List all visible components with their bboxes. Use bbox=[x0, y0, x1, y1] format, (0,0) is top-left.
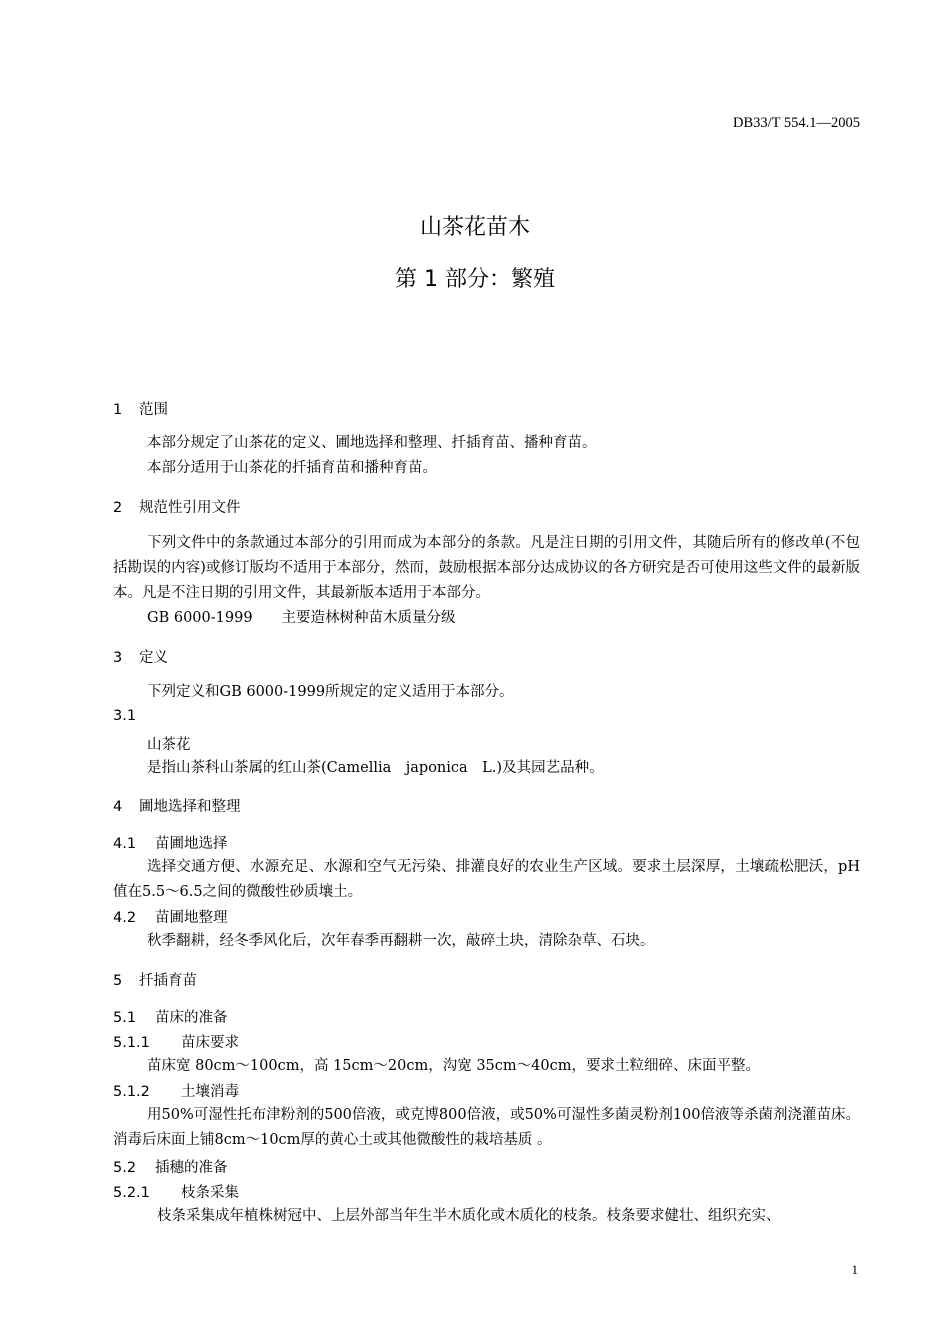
paragraph: 枝条采集成年植株树冠中、上层外部当年生半木质化或木质化的枝条。枝条要求健壮、组织充实、 bbox=[157, 1208, 781, 1224]
section-number: 3 bbox=[113, 650, 123, 666]
section-heading-1 bbox=[113, 398, 168, 419]
clause-number: 4.2 bbox=[113, 910, 137, 926]
section-number: 5 bbox=[113, 973, 123, 989]
clause-number: 5.2 bbox=[113, 1160, 137, 1176]
paragraph: 秋季翻耕，经冬季风化后，次年春季再翻耕一次，敲碎土块，清除杂草、石块。 bbox=[147, 933, 655, 949]
term: 山茶花 bbox=[147, 737, 191, 753]
clause-number: 4.1 bbox=[113, 836, 137, 852]
section-heading-2 bbox=[113, 496, 241, 517]
section-title: 定义 bbox=[139, 650, 168, 666]
section-heading-5 bbox=[113, 969, 197, 990]
clause-title: 苗圃地整理 bbox=[155, 910, 228, 926]
paragraph: 用50%可湿性托布津粉剂的500倍液，或克博800倍液，或50%可湿性多菌灵粉剂100倍液等杀菌剂浇灌苗床。消毒后床面上铺8cm～10cm厚的黄心土或其他微酸性的栽培基质 。 bbox=[113, 1107, 860, 1148]
section-heading-3 bbox=[113, 646, 168, 667]
section-number: 4 bbox=[113, 799, 123, 815]
clause-title: 苗圃地选择 bbox=[155, 836, 228, 852]
clause-number: 5.1.2 bbox=[113, 1084, 150, 1100]
paragraph: 选择交通方便、水源充足、水源和空气无污染、排灌良好的农业生产区域。要求土层深厚，土壤疏松肥沃，pH值在5.5～6.5之间的微酸性砂质壤土。 bbox=[113, 859, 860, 900]
standard-number: DB33/T 554.1—2005 bbox=[732, 115, 860, 131]
document-title: 山茶花苗木 bbox=[419, 215, 530, 240]
clause-number: 5.1.1 bbox=[113, 1035, 150, 1051]
clause-heading-5-2-1 bbox=[113, 1181, 239, 1202]
section-heading-4 bbox=[113, 795, 241, 816]
section-title: 范围 bbox=[139, 402, 168, 418]
paragraph: 本部分适用于山茶花的扦插育苗和播种育苗。 bbox=[147, 460, 437, 476]
clause-title: 苗床的准备 bbox=[155, 1010, 228, 1026]
paragraph: 本部分规定了山茶花的定义、圃地选择和整理、扦插育苗、播种育苗。 bbox=[147, 435, 597, 451]
clause-heading-5-1 bbox=[113, 1006, 228, 1027]
clause-title: 苗床要求 bbox=[181, 1035, 239, 1051]
document-subtitle: 第 1 部分：繁殖 bbox=[395, 267, 555, 292]
clause-heading-5-2 bbox=[113, 1156, 228, 1177]
section-number: 2 bbox=[113, 500, 123, 516]
paragraph: 下列定义和GB 6000-1999所规定的定义适用于本部分。 bbox=[147, 684, 514, 700]
clause-number: 5.1 bbox=[113, 1010, 137, 1026]
clause-title: 土壤消毒 bbox=[181, 1084, 239, 1100]
clause-title: 插穗的准备 bbox=[155, 1160, 228, 1176]
clause-heading-5-1-2 bbox=[113, 1080, 239, 1101]
clause-number-3-1: 3.1 bbox=[113, 708, 137, 724]
definition: 是指山茶科山茶属的红山茶(Camellia japonica L.)及其园艺品种。 bbox=[147, 760, 604, 776]
clause-heading-4-1 bbox=[113, 832, 228, 853]
section-title: 圃地选择和整理 bbox=[139, 799, 241, 815]
clause-number: 5.2.1 bbox=[113, 1185, 150, 1201]
paragraph: 苗床宽 80cm～100cm，高 15cm～20cm，沟宽 35cm～40cm，要求土粒细碎、床面平整。 bbox=[147, 1058, 760, 1074]
section-number: 1 bbox=[113, 402, 123, 418]
normative-reference: GB 6000-1999 主要造林树种苗木质量分级 bbox=[147, 610, 456, 626]
paragraph: 下列文件中的条款通过本部分的引用而成为本部分的条款。凡是注日期的引用文件，其随后所有的修改单(不包括勘误的内容)或修订版均不适用于本部分，然而，鼓励根据本部分达成协议的各方研究是否可使用这些文件的最新版本。凡是不注日期的引用文件，其最新版本适用于本部分。 bbox=[113, 535, 860, 601]
section-title: 规范性引用文件 bbox=[139, 500, 241, 516]
page-number: 1 bbox=[851, 1262, 858, 1277]
clause-heading-4-2 bbox=[113, 906, 228, 927]
clause-title: 枝条采集 bbox=[181, 1185, 239, 1201]
clause-heading-5-1-1 bbox=[113, 1031, 239, 1052]
section-title: 扦插育苗 bbox=[139, 973, 197, 989]
